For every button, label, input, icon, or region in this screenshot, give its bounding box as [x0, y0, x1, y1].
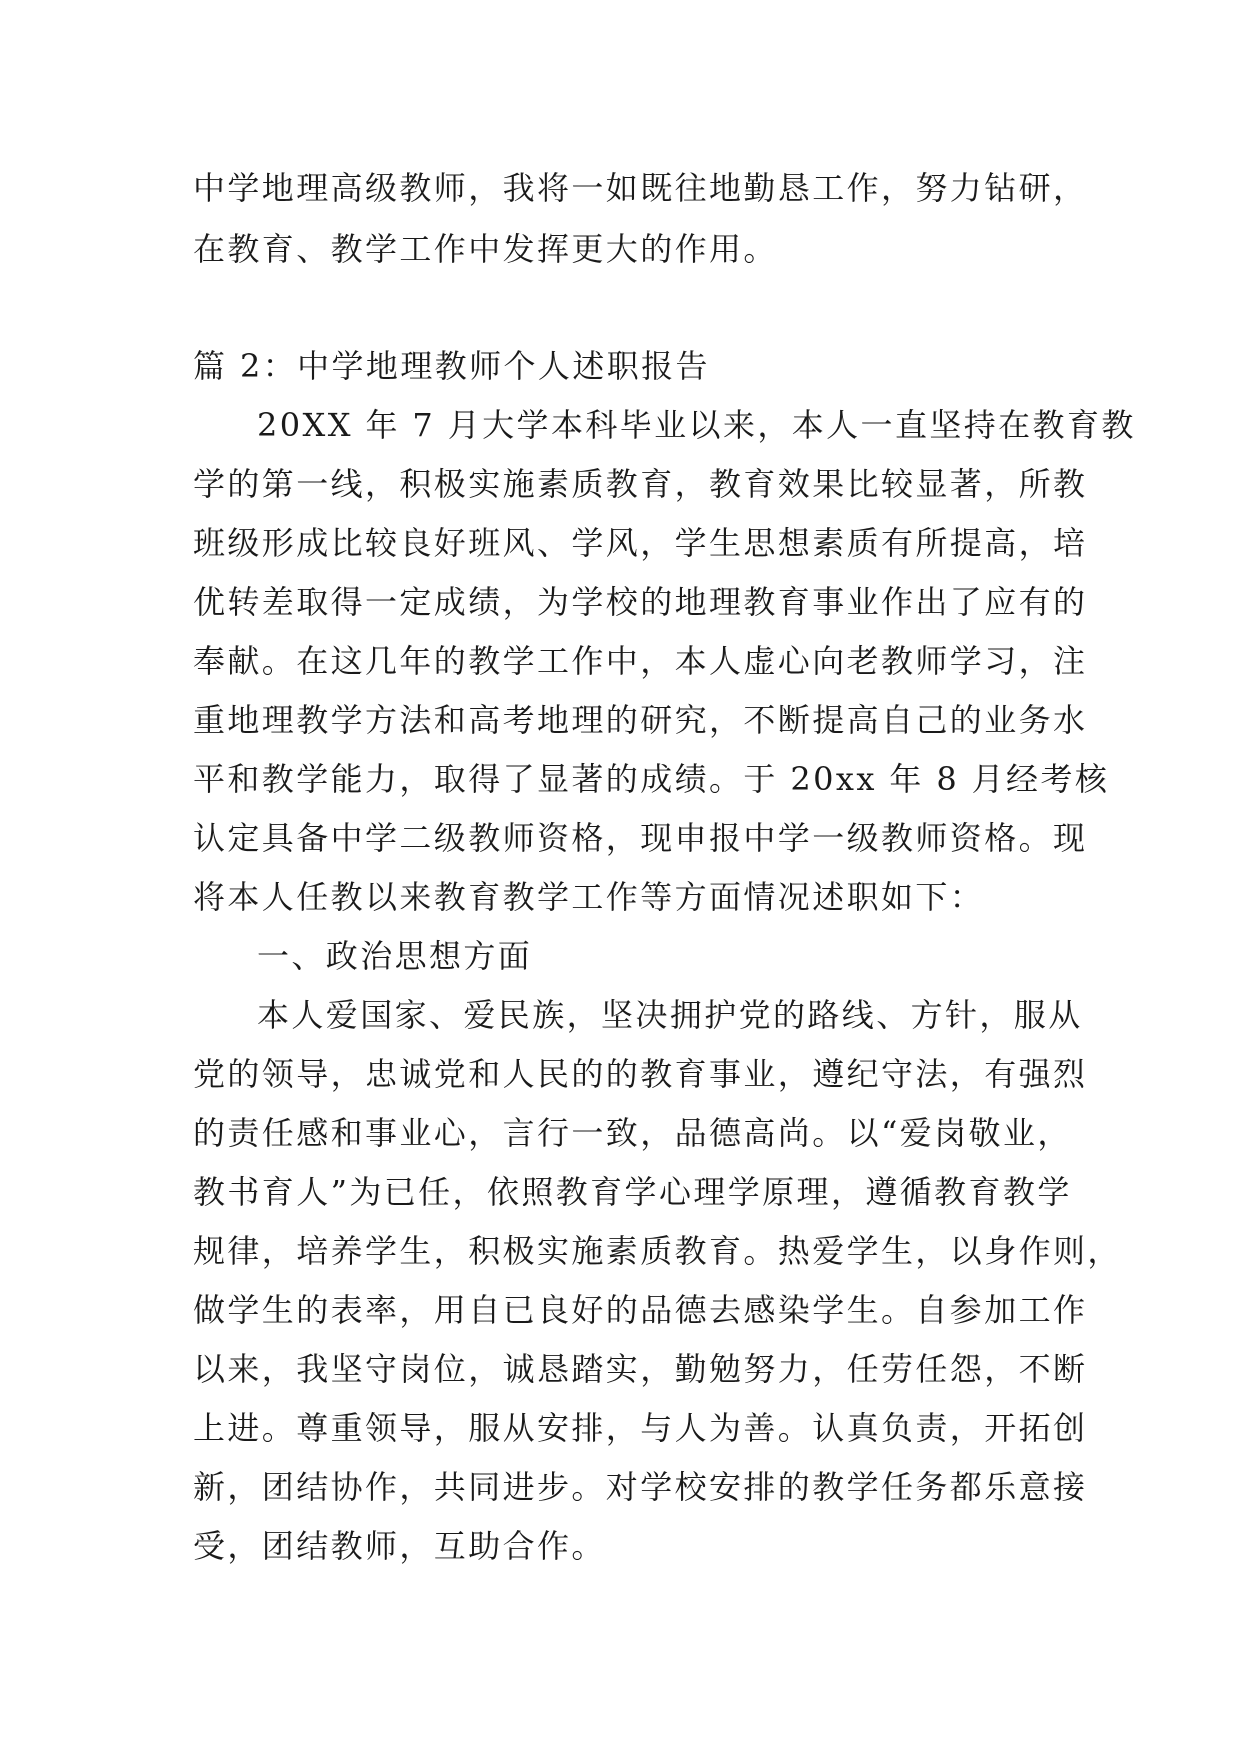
intro-line-2: 在教育、教学工作中发挥更大的作用。 [193, 230, 778, 268]
para2-line-1: 本人爱国家、爱民族，坚决拥护党的路线、方针，服从 [257, 996, 1083, 1034]
subheading: 一、政治思想方面 [257, 937, 533, 975]
para1-line-1: 20XX 年 7 月大学本科毕业以来，本人一直坚持在教育教 [257, 406, 1136, 444]
para1-line-3: 班级形成比较良好班风、学风，学生思想素质有所提高，培 [193, 524, 1088, 562]
para2-line-2: 党的领导，忠诚党和人民的的教育事业，遵纪守法，有强烈 [193, 1055, 1088, 1093]
para1-line-8: 认定具备中学二级教师资格，现申报中学一级教师资格。现 [193, 819, 1088, 857]
intro-line-1: 中学地理高级教师，我将一如既往地勤恳工作，努力钻研， [193, 169, 1088, 207]
para2-line-4: 教书育人”为已任，依照教育学心理学原理，遵循教育教学 [193, 1173, 1072, 1211]
section-title: 篇 2：中学地理教师个人述职报告 [193, 347, 710, 385]
para2-line-10: 受，团结教师，互助合作。 [193, 1527, 606, 1565]
para2-line-8: 上进。尊重领导，服从安排，与人为善。认真负责，开拓创 [193, 1409, 1088, 1447]
para1-line-6: 重地理教学方法和高考地理的研究，不断提高自己的业务水 [193, 701, 1088, 739]
para1-line-7: 平和教学能力，取得了显著的成绩。于 20xx 年 8 月经考核 [193, 760, 1110, 798]
para2-line-9: 新，团结协作，共同进步。对学校安排的教学任务都乐意接 [193, 1468, 1088, 1506]
para2-line-3: 的责任感和事业心，言行一致，品德高尚。以“爱岗敬业， [193, 1114, 1072, 1152]
para2-line-5: 规律，培养学生，积极实施素质教育。热爱学生，以身作则， [193, 1232, 1122, 1270]
para1-line-2: 学的第一线，积极实施素质教育，教育效果比较显著，所教 [193, 465, 1088, 503]
para1-line-4: 优转差取得一定成绩，为学校的地理教育事业作出了应有的 [193, 583, 1088, 621]
para2-line-6: 做学生的表率，用自已良好的品德去感染学生。自参加工作 [193, 1291, 1088, 1329]
para1-line-9: 将本人任教以来教育教学工作等方面情况述职如下： [193, 878, 985, 916]
para2-line-7: 以来，我坚守岗位，诚恳踏实，勤勉努力，任劳任怨，不断 [193, 1350, 1088, 1388]
para1-line-5: 奉献。在这几年的教学工作中，本人虚心向老教师学习，注 [193, 642, 1088, 680]
